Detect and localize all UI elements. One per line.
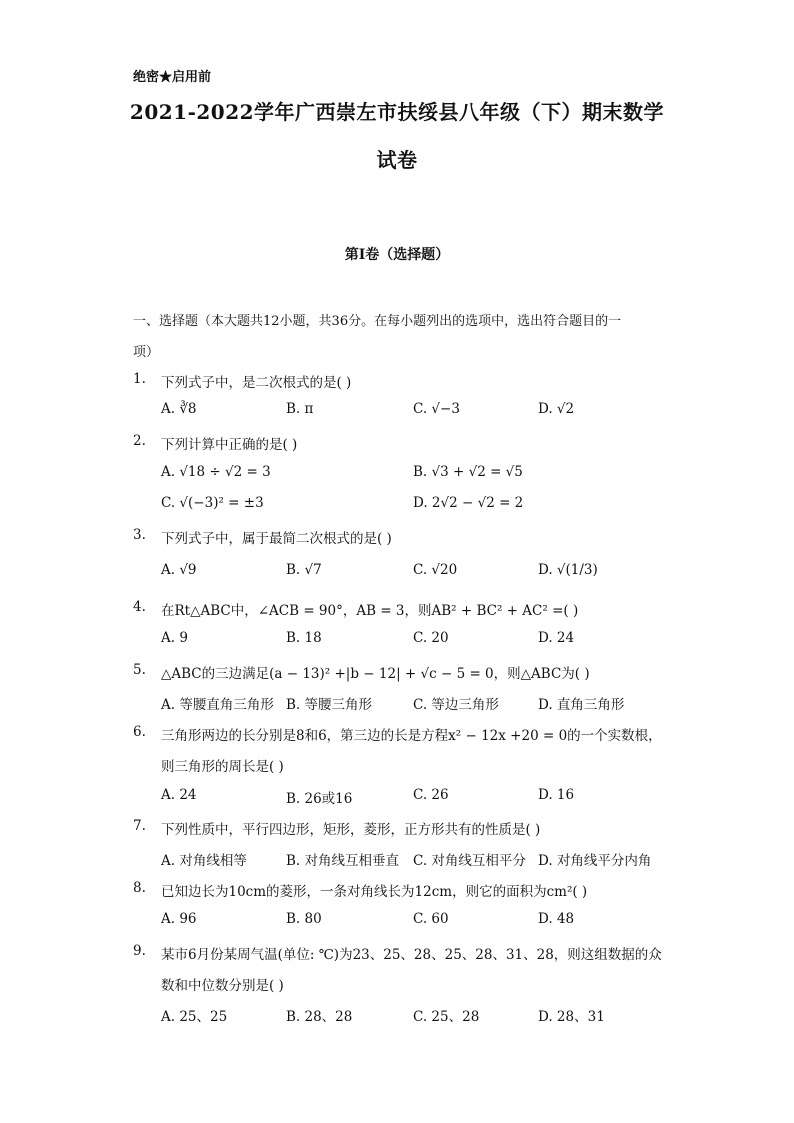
option-a[interactable]: A. √18 ÷ √2 = 3 [161,464,271,480]
option-a[interactable]: A. 96 [161,911,197,927]
option-b[interactable]: B. 等腰三角形 [286,697,373,713]
option-c[interactable]: C. 60 [413,911,449,927]
option-b[interactable]: B. 28、28 [286,1009,353,1025]
instructions-line2: 项） [133,345,160,360]
option-c[interactable]: C. 对角线互相平分 [413,853,526,869]
option-c[interactable]: C. 20 [413,630,449,646]
option-b[interactable]: B. √3 + √2 = √5 [413,464,523,480]
option-b[interactable]: B. 18 [286,630,322,646]
instructions-line1: 一、选择题（本大题共12小题，共36分。在每小题列出的选项中，选出符合题目的一 [133,314,622,329]
option-c[interactable]: C. 26 [413,787,449,803]
question-text: 在Rt△ABC中，∠ACB = 90°，AB = 3，则AB² + BC² + AC² =( ) [161,603,579,619]
question-number: 3. [133,527,146,543]
question-number: 5. [133,662,146,678]
option-d[interactable]: D. 24 [538,630,575,646]
option-a[interactable]: A. 等腰直角三角形 [161,697,274,713]
question-text: 下列式子中，是二次根式的是( ) [161,375,352,391]
option-d[interactable]: D. √(1/3) [538,562,598,578]
question-text: △ABC的三边满足(a − 13)² +|b − 12| + √c − 5 = 0，则△ABC为( ) [161,666,590,682]
question-number: 7. [133,818,146,834]
option-c[interactable]: C. 25、28 [413,1009,480,1025]
question-number: 1. [133,371,146,387]
question-text: 下列式子中，属于最简二次根式的是( ) [161,531,392,547]
option-c[interactable]: C. √(−3)² = ±3 [161,495,264,511]
option-a[interactable]: A. 24 [161,787,197,803]
option-c[interactable]: C. √−3 [413,401,460,417]
option-a[interactable]: A. 对角线相等 [161,853,247,869]
question-text: 三角形两边的长分别是8和6，第三边的长是方程x² − 12x +20 = 0的一个实数根， [161,728,662,744]
option-d[interactable]: D. 2√2 − √2 = 2 [413,495,524,511]
option-d[interactable]: D. √2 [538,401,575,417]
question-number: 2. [133,433,146,449]
option-d[interactable]: D. 直角三角形 [538,697,625,713]
option-b[interactable]: B. 80 [286,911,322,927]
option-c[interactable]: C. 等边三角形 [413,697,499,713]
question-text: 某市6月份某周气温(单位: ℃)为23、25、28、25、28、31、28，则这组数据的众 [161,947,662,963]
question-text-line2: 数和中位数分别是( ) [161,978,284,994]
option-d[interactable]: D. 48 [538,911,575,927]
part-instructions [133,306,663,368]
option-d[interactable]: D. 16 [538,787,575,803]
confidential-label: 绝密★启用前 [133,70,212,85]
option-b[interactable]: B. 26或16 [286,791,353,807]
option-a[interactable]: A. √9 [161,562,197,578]
question-text: 已知边长为10cm的菱形，一条对角线长为12cm，则它的面积为cm²( ) [161,884,588,900]
section-heading: 第I卷（选择题） [344,247,450,263]
option-a[interactable]: A. 25、25 [161,1009,228,1025]
exam-title-line1: 2021-2022学年广西崇左市扶绥县八年级（下）期末数学 [129,100,665,124]
option-a[interactable]: A. ∛8 [161,401,197,417]
option-d[interactable]: D. 28、31 [538,1009,605,1025]
option-c[interactable]: C. √20 [413,562,458,578]
option-a[interactable]: A. 9 [161,630,188,646]
question-number: 6. [133,724,146,740]
option-b[interactable]: B. π [286,401,314,417]
option-d[interactable]: D. 对角线平分内角 [538,853,652,869]
question-number: 4. [133,599,146,615]
question-text: 下列性质中，平行四边形，矩形，菱形，正方形共有的性质是( ) [161,822,541,838]
question-number: 9. [133,943,146,959]
exam-title-line2: 试卷 [376,148,418,172]
question-number: 8. [133,880,146,896]
question-text: 下列计算中正确的是( ) [161,437,298,453]
option-b[interactable]: B. 对角线互相垂直 [286,853,400,869]
option-b[interactable]: B. √7 [286,562,322,578]
question-text-line2: 则三角形的周长是( ) [161,759,284,775]
